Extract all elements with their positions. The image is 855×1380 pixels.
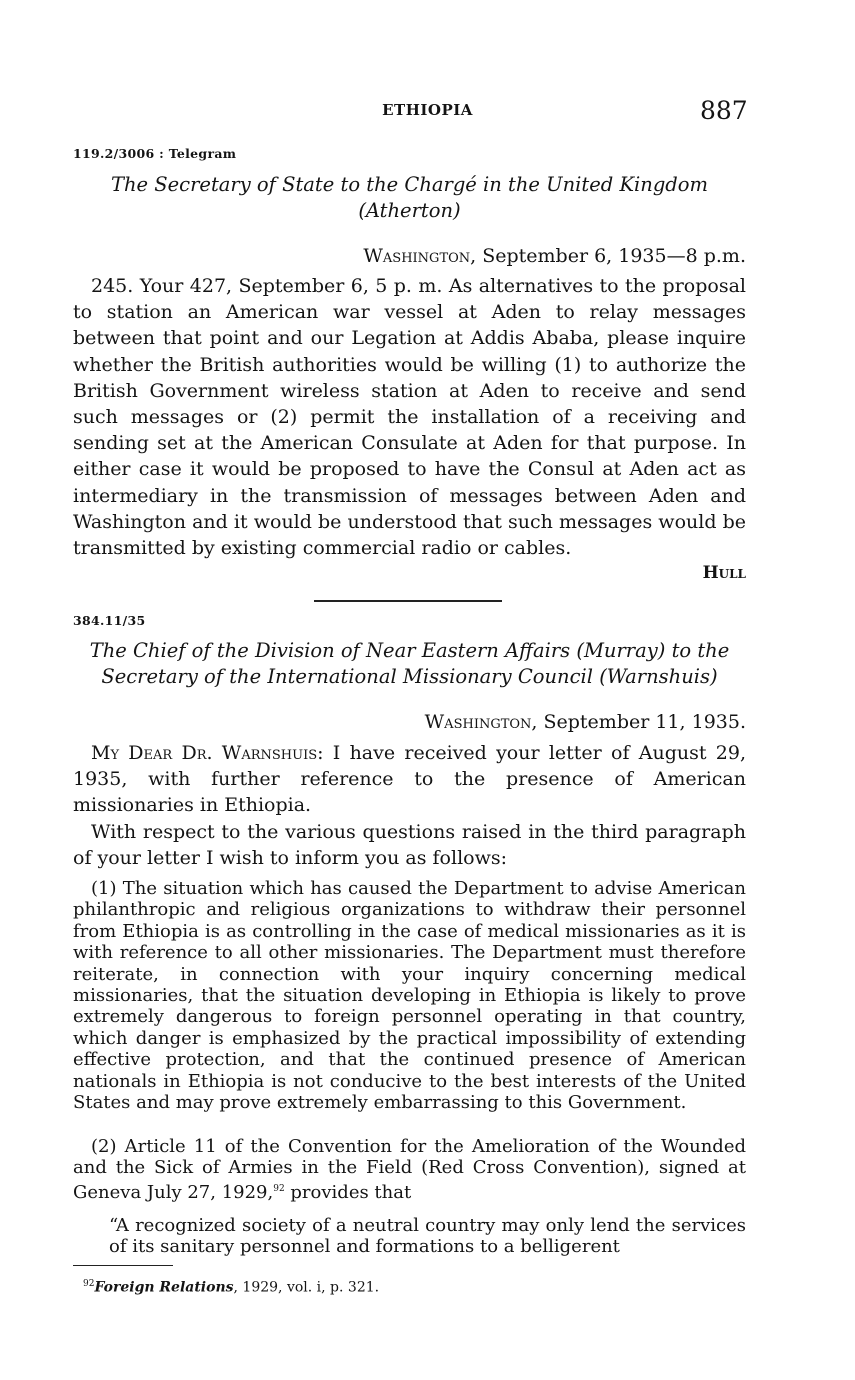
numbered-item — [73, 1136, 746, 1203]
footnote-text: , 1929, vol. i, p. 321. — [233, 1279, 380, 1296]
item-text: provides that — [284, 1181, 412, 1203]
footnote-reference: 92 — [273, 1183, 285, 1194]
title-line: Secretary of the International Missionary Council (Warnshuis) — [101, 665, 718, 688]
telegram-body: 245. Your 427, September 6, 5 p. m. As alternatives to the proposal to station an American war vessel at Aden to relay messages between that point and our Legation at Addis Ababa, please inquire whether the British authorities would be willing (1) to authorize the British Government wireless station at Aden to receive and send such messages or (2) permit the installation of a receiving and sending set at the American Consulate at Aden for that purpose. In either case it would be proposed to have the Consul at Aden act as intermediary in the transmission of messages between Aden and Washington and it would be understood that such messages would be transmitted by existing commercial radio or cables. — [73, 275, 746, 560]
salutation: My Dear Dr. Warnshuis — [91, 742, 318, 764]
document-title — [73, 638, 746, 690]
section-divider — [314, 600, 502, 602]
running-head: ETHIOPIA — [382, 101, 473, 119]
dateline-date: , September 6, 1935—8 p.m. — [470, 245, 746, 267]
paragraph-text: : I have received your letter of August 29, 1935, with further reference to the presence of American missionaries in Ethiopia. — [73, 742, 746, 817]
document-title — [73, 172, 746, 224]
dateline — [73, 245, 746, 267]
dateline — [73, 711, 746, 733]
footnote-title: Foreign Relations — [94, 1279, 234, 1296]
footnote — [83, 1279, 379, 1296]
dateline-place: Washington — [424, 711, 532, 733]
footnote-rule — [73, 1265, 173, 1266]
signature: Hull — [702, 563, 746, 583]
page-number: 887 — [700, 96, 748, 125]
title-line: The Chief of the Division of Near Eastern Affairs (Murray) to the — [89, 639, 730, 662]
footnote-mark: 92 — [83, 1279, 95, 1289]
file-reference: 384.11/35 — [73, 613, 146, 628]
block-quote: “A recognized society of a neutral country may only lend the services of its sanitary personnel and formations to a belligerent — [109, 1215, 746, 1258]
numbered-item: (1) The situation which has caused the Department to advise American philanthropic and religious organizations to withdraw their personnel from Ethiopia is as controlling in the case of medical missionaries as it is with reference to all other missionaries. The Department must therefore reiterate, in connection with your inquiry concerning medical missionaries, that the situation developing in Ethiopia is likely to prove extremely dangerous to foreign personnel operating in that country, which danger is emphasized by the practical impossibility of extending effective protection, and that the continued presence of American nationals in Ethiopia is not conducive to the best interests of the United States and may prove extremely embarrassing to this Government. — [73, 878, 746, 1114]
dateline-place: Washington — [363, 245, 471, 267]
letter-paragraph — [73, 740, 746, 819]
file-reference: 119.2/3006 : Telegram — [73, 146, 237, 161]
title-line: (Atherton) — [358, 199, 461, 222]
letter-paragraph: With respect to the various questions raised in the third paragraph of your letter I wish to inform you as follows: — [73, 821, 746, 870]
item-text: (2) Article 11 of the Convention for the Amelioration of the Wounded and the Sick of Armies in the Field (Red Cross Convention), signed at Geneva July 27, 1929, — [73, 1136, 746, 1203]
title-line: The Secretary of State to the Chargé in the United Kingdom — [110, 173, 709, 196]
dateline-date: , September 11, 1935. — [531, 711, 746, 733]
